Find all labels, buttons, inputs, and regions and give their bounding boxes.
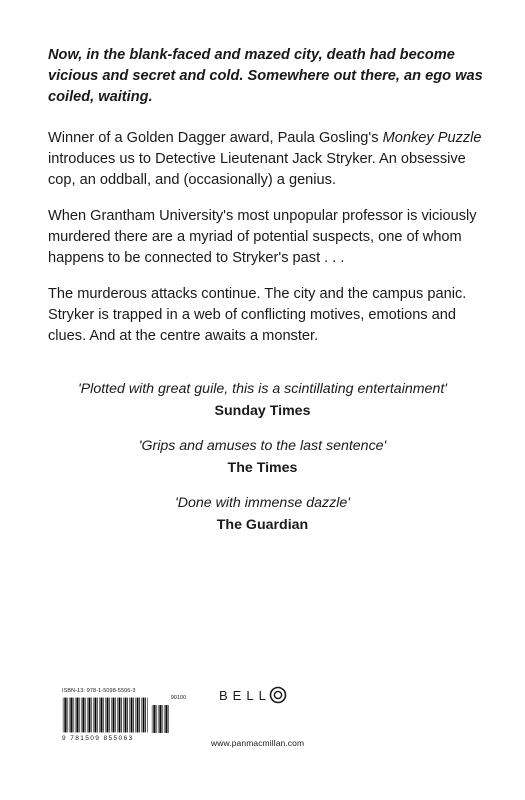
- barcode-bar: [158, 705, 159, 733]
- review-quote-2: [0, 435, 525, 479]
- barcode-bar: [99, 698, 100, 733]
- barcode-bar: [91, 698, 92, 733]
- barcode-bar: [141, 698, 142, 733]
- isbn-label: ISBN-13: 978-1-5098-5506-3: [62, 688, 136, 694]
- price-barcode-bars: [151, 703, 168, 735]
- review-quote-source: Sunday Times: [214, 403, 311, 419]
- barcode-bar: [160, 705, 162, 733]
- barcode-bar: [97, 698, 98, 733]
- description-paragraph-1: [48, 128, 488, 191]
- barcode-bar: [85, 698, 86, 733]
- barcode-bar: [103, 698, 104, 733]
- barcode-bar: [125, 698, 127, 733]
- barcode-bar: [168, 705, 169, 733]
- book-title-mention: Monkey Puzzle: [382, 130, 482, 146]
- barcode-bar: [93, 698, 94, 733]
- barcode-bar: [105, 698, 106, 733]
- review-quote-text: 'Plotted with great guile, this is a scintillating entertainment': [78, 381, 447, 397]
- barcode-bar: [63, 698, 64, 733]
- barcode-bar: [152, 705, 153, 733]
- barcode-bar: [119, 698, 121, 733]
- isbn-digits: 9 781509 855063: [62, 735, 134, 742]
- barcode-bar: [145, 698, 146, 733]
- para1-text-before: Winner of a Golden Dagger award, Paula Gosling's: [48, 130, 383, 146]
- barcode-bar: [121, 698, 122, 733]
- barcode-bar: [87, 698, 88, 733]
- barcode-bar: [70, 698, 72, 733]
- barcode-bar: [88, 698, 90, 733]
- barcode-bar: [109, 698, 110, 733]
- barcode-bar: [164, 705, 165, 733]
- barcode-bar: [82, 698, 84, 733]
- review-quote-text: 'Done with immense dazzle': [175, 495, 350, 511]
- review-quote-1: [0, 378, 525, 422]
- barcode-bar: [143, 698, 145, 733]
- logo-circle-icon: [269, 686, 287, 704]
- barcode-bar: [69, 698, 70, 733]
- barcode-bar: [147, 698, 148, 733]
- barcode-bar: [113, 698, 115, 733]
- barcode-bar: [162, 705, 163, 733]
- barcode-bar: [100, 698, 102, 733]
- barcode-bar: [135, 698, 136, 733]
- barcode-bar: [75, 698, 76, 733]
- lead-quote: Now, in the blank-faced and mazed city, death had become vicious and secret and cold. Somewhere out there, an ego was coiled, waiting.: [48, 47, 483, 105]
- barcode-bar: [133, 698, 134, 733]
- barcode-bar: [78, 698, 79, 733]
- para1-text-after: introduces us to Detective Lieutenant Jack Stryker. An obsessive cop, an oddball, and (occasionally) a genius.: [48, 151, 466, 188]
- review-quote-source: The Times: [227, 460, 298, 476]
- barcode-bar: [139, 698, 140, 733]
- barcode-bar: [127, 698, 128, 733]
- description-paragraph-2: When Grantham University's most unpopular professor is viciously murdered there are a myriad of potential suspects, one of whom happens to be connected to Stryker's past . . .: [48, 208, 477, 266]
- barcode-bar: [76, 698, 78, 733]
- barcode-bars: [62, 695, 149, 735]
- barcode-bar: [81, 698, 82, 733]
- review-quote-3: [0, 492, 525, 536]
- publisher-logo-text: BELL: [219, 687, 271, 703]
- barcode-bar: [123, 698, 124, 733]
- barcode-bar: [106, 698, 108, 733]
- description-paragraph-3: The murderous attacks continue. The city and the campus panic. Stryker is trapped in a web of conflicting motives, emotions and clues. And at the centre awaits a monster.: [48, 286, 467, 344]
- barcode-bar: [72, 698, 73, 733]
- barcode-bar: [137, 698, 139, 733]
- publisher-website: www.panmacmillan.com: [211, 738, 305, 748]
- publisher-logo: [219, 686, 287, 704]
- barcode-bar: [117, 698, 118, 733]
- barcode-bar: [64, 698, 66, 733]
- review-quote-source: The Guardian: [216, 517, 309, 533]
- barcode-bar: [115, 698, 116, 733]
- barcode-bar: [156, 705, 157, 733]
- barcode-bar: [154, 705, 156, 733]
- barcode-bar: [129, 698, 130, 733]
- review-quote-text: 'Grips and amuses to the last sentence': [138, 438, 387, 454]
- barcode-bar: [94, 698, 96, 733]
- barcode-bar: [66, 698, 67, 733]
- price-code: 90100: [170, 695, 186, 701]
- barcode-bar: [111, 698, 112, 733]
- barcode-bar: [131, 698, 133, 733]
- barcode-bar: [166, 705, 168, 733]
- isbn-barcode: [62, 688, 186, 743]
